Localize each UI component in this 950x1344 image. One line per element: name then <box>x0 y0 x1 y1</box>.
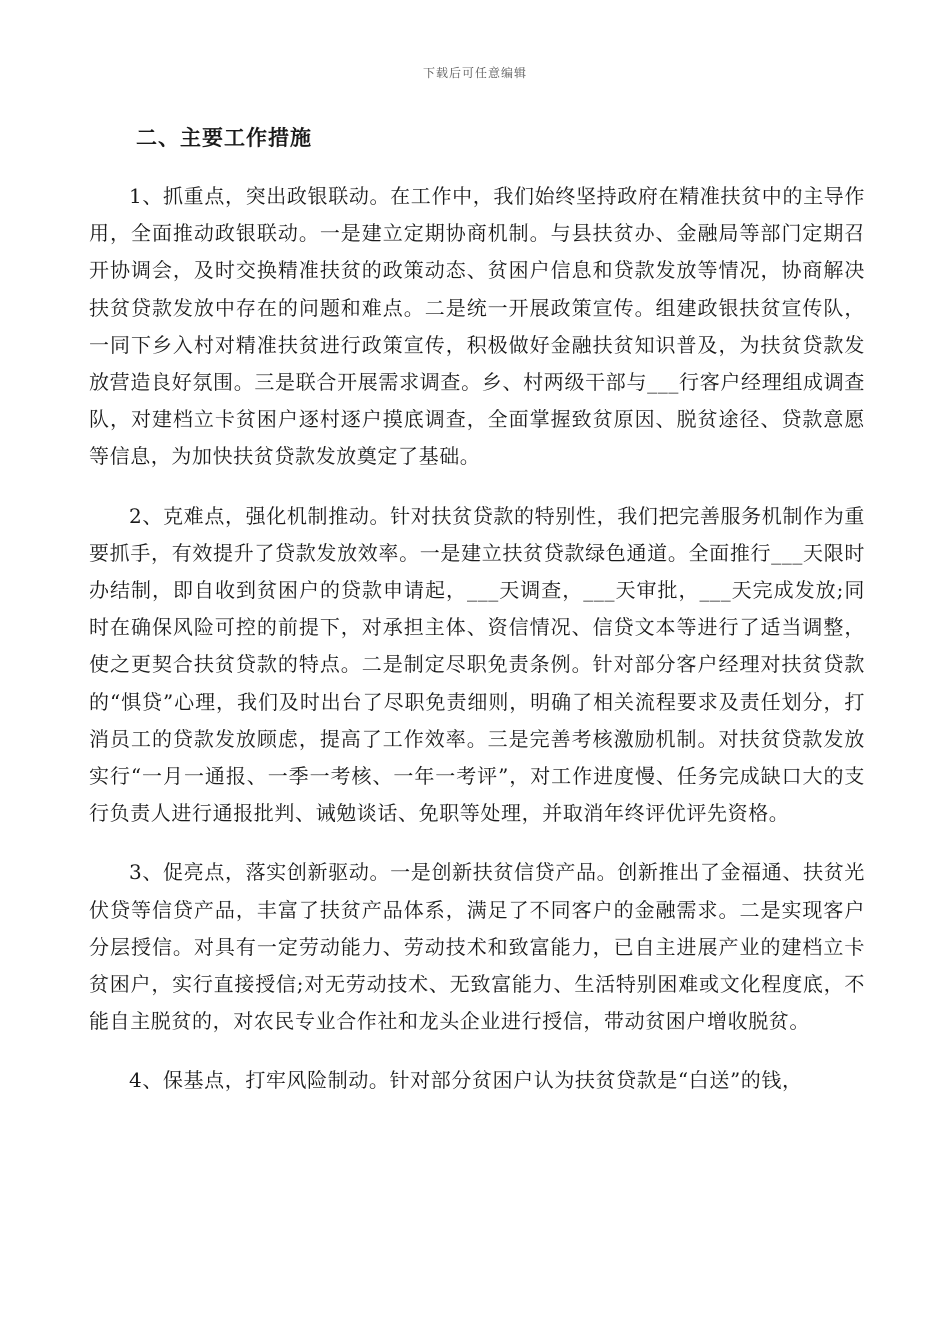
document-body <box>89 120 865 1122</box>
paragraph-2: 2、克难点，强化机制推动。针对扶贫贷款的特别性，我们把完善服务机制作为重要抓手，有效提升了贷款发放效率。一是建立扶贫贷款绿色通道。全面推行___天限时办结制，即自收到贫困户的贷款申请起，___天调查，___天审批，___天完成发放;同时在确保风险可控的前提下，对承担主体、资信情况、信贷文本等进行了适当调整，使之更契合扶贫贷款的特点。二是制定尽职免责条例。针对部分客户经理对扶贫贷款的“惧贷”心理，我们及时出台了尽职免责细则，明确了相关流程要求及责任划分，打消员工的贷款发放顾虑，提高了工作效率。三是完善考核激励机制。对扶贫贷款发放实行“一月一通报、一季一考核、一年一考评”，对工作进度慢、任务完成缺口大的支行负责人进行通报批判、诫勉谈话、免职等处理，并取消年终评优评先资格。 <box>89 503 865 826</box>
paragraph-3: 3、促亮点，落实创新驱动。一是创新扶贫信贷产品。创新推出了金福通、扶贫光伏贷等信贷产品，丰富了扶贫产品体系，满足了不同客户的金融需求。二是实现客户分层授信。对具有一定劳动能力、劳动技术和致富能力，已自主进展产业的建档立卡贫困户，实行直接授信;对无劳动技术、无致富能力、生活特别困难或文化程度底，不能自主脱贫的，对农民专业合作社和龙头企业进行授信，带动贫困户增收脱贫。 <box>89 860 865 1034</box>
page-header-note: 下载后可任意编辑 <box>422 66 527 80</box>
section-heading: 二、主要工作措施 <box>136 125 312 150</box>
paragraph-1: 1、抓重点，突出政银联动。在工作中，我们始终坚持政府在精准扶贫中的主导作用，全面推动政银联动。一是建立定期协商机制。与县扶贫办、金融局等部门定期召开协调会，及时交换精准扶贫的政策动态、贫困户信息和贷款发放等情况，协商解决扶贫贷款发放中存在的问题和难点。二是统一开展政策宣传。组建政银扶贫宣传队，一同下乡入村对精准扶贫进行政策宣传，积极做好金融扶贫知识普及，为扶贫贷款发放营造良好氛围。三是联合开展需求调查。乡、村两级干部与___行客户经理组成调查队，对建档立卡贫困户逐村逐户摸底调查，全面掌握致贫原因、脱贫途径、贷款意愿等信息，为加快扶贫贷款发放奠定了基础。 <box>89 184 865 469</box>
paragraph-4: 4、保基点，打牢风险制动。针对部分贫困户认为扶贫贷款是“白送”的钱， <box>129 1068 803 1093</box>
